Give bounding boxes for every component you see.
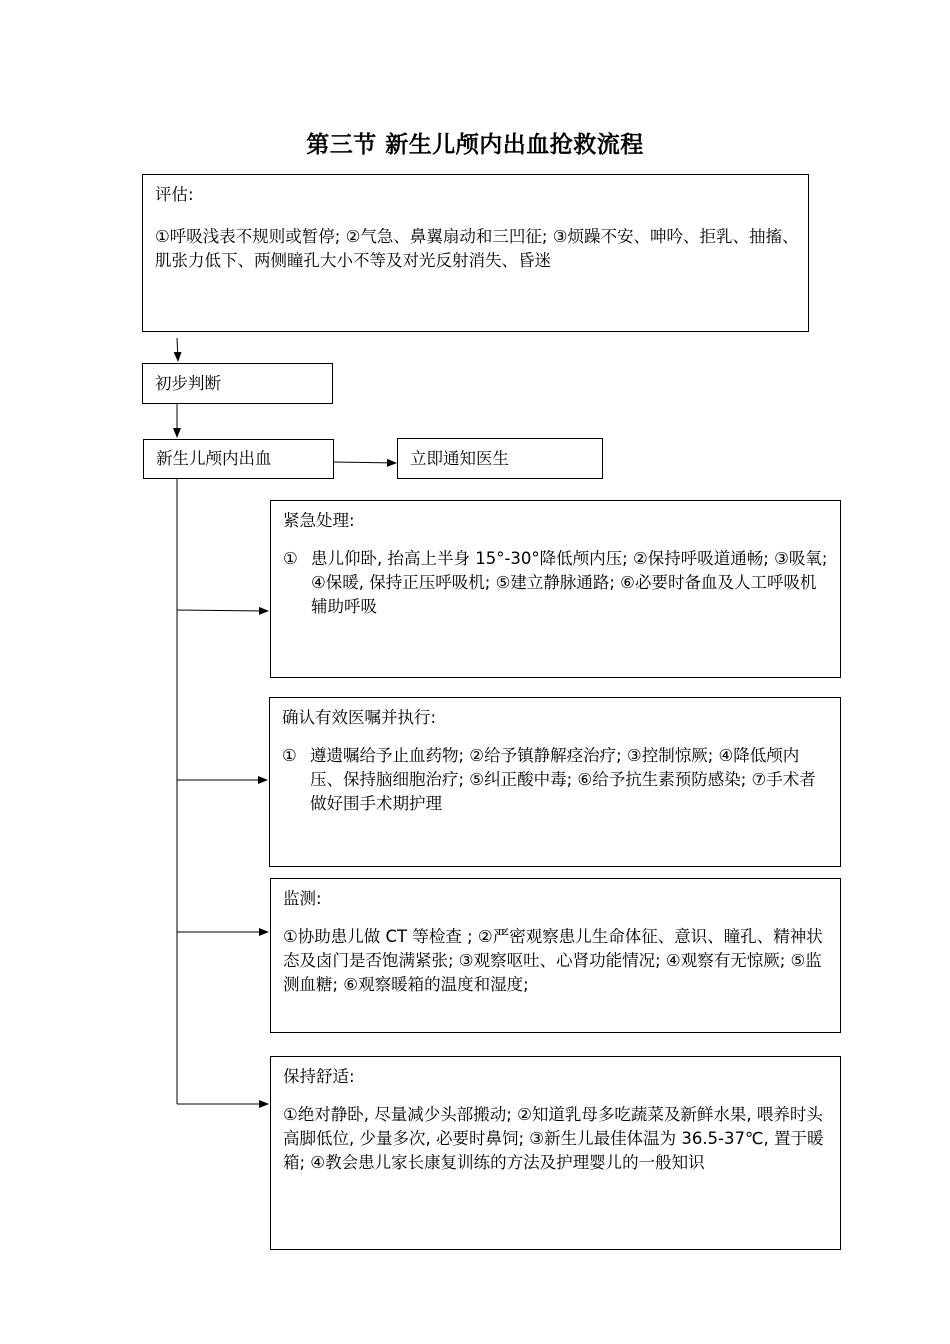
- emergency-text: 患儿仰卧, 抬高上半身 15°-30°降低颅内压; ②保持呼吸道通畅; ③吸氧; ④保暖, 保持正压呼吸机; ⑤建立静脉通路; ⑥必要时备血及人工呼吸机辅助呼吸: [311, 549, 828, 616]
- monitoring-text: ①协助患儿做 CT 等检查 ; ②严密观察患儿生命体征、意识、瞳孔、精神状态及卤门是否饱满紧张; ③观察呕吐、心肾功能情况; ④观察有无惊厥; ⑤监测血糖; ⑥观察暖箱的温度和湿度;: [283, 927, 823, 994]
- comfort-heading: 保持舒适:: [283, 1067, 355, 1086]
- orders-mark: ①: [282, 746, 297, 765]
- initial-judgment-label: 初步判断: [155, 373, 221, 393]
- notify-doctor-label: 立即通知医生: [410, 448, 509, 468]
- arrow-assessment-to-judgment: [177, 338, 178, 361]
- page-title: 第三节 新生儿颅内出血抢救流程: [306, 132, 644, 158]
- diagnosis-label: 新生儿颅内出血: [156, 449, 272, 468]
- comfort-text: ①绝对静卧, 尽量减少头部搬动; ②知道乳母多吃蔬菜及新鲜水果, 喂养时头高脚低位, 少量多次, 必要时鼻饲; ③新生儿最佳体温为 36.5-37℃, 置于暖箱; ④教会患儿家长康复训练的方法及护理婴儿的一般知识: [283, 1105, 824, 1172]
- orders-text: 遵遗嘱给予止血药物; ②给予镇静解痉治疗; ③控制惊厥; ④降低颅内压、保持脑细胞治疗; ⑤纠正酸中毒; ⑥给予抗生素预防感染; ⑦手术者做好围手术期护理: [310, 746, 816, 813]
- assessment-heading: 评估:: [155, 185, 194, 204]
- orders-heading: 确认有效医嘱并执行:: [282, 708, 437, 727]
- monitoring-heading: 监测:: [283, 889, 322, 908]
- emergency-mark: ①: [283, 549, 298, 568]
- arrow-diagnosis-to-notify: [334, 462, 396, 463]
- assessment-text: ①呼吸浅表不规则或暂停; ②气急、鼻翼扇动和三凹征; ③烦躁不安、呻吟、拒乳、抽搐、肌张力低下、两侧瞳孔大小不等及对光反射消失、昏迷: [155, 227, 799, 270]
- emergency-heading: 紧急处理:: [283, 511, 355, 530]
- arrow-to-emergency: [177, 610, 268, 611]
